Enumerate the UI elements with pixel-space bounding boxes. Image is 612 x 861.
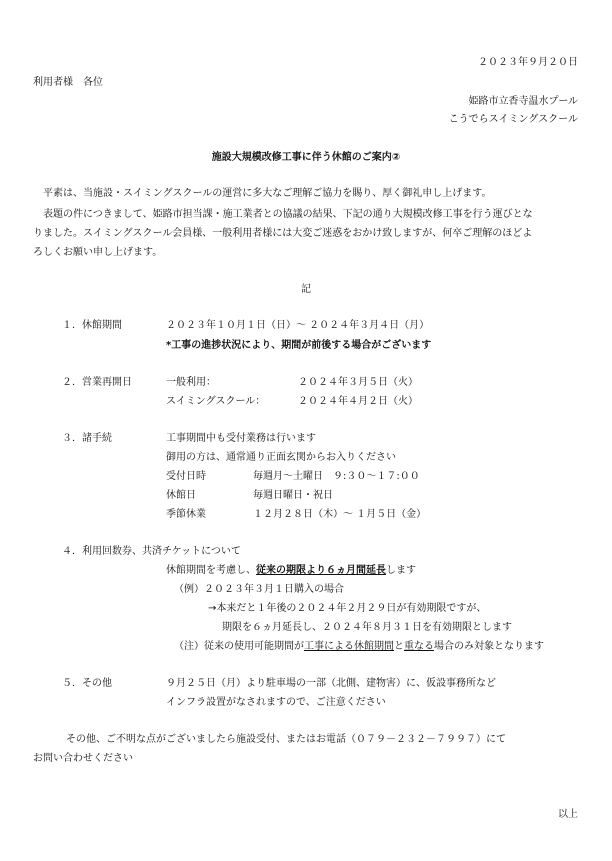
closure-note: *工事の進捗状況により、期間が前後する場合がございます bbox=[166, 340, 432, 351]
document-date: ２０２３年９月２０日 bbox=[478, 57, 578, 68]
tickets-example-line-3: 期限を６ヵ月延長し、２０２４年８月３１日を有効期限とします bbox=[222, 622, 512, 633]
procedures-line-2: 御用の方は、通常通り正面玄関からお入りください bbox=[166, 452, 396, 463]
ki-heading: 記 bbox=[301, 284, 311, 295]
tickets-label: ４．利用回数券、共済チケットについて bbox=[62, 546, 241, 557]
reopen-general-date: ２０２４年３月５日（火） bbox=[298, 377, 418, 388]
other-line-2: インフラ設置がなされますので、ご注意ください bbox=[166, 697, 386, 708]
tickets-note-post: 場合のみ対象となります bbox=[434, 641, 544, 652]
intro-line-4: ろしくお願い申し上げます。 bbox=[33, 247, 163, 258]
tickets-extension-line bbox=[166, 564, 416, 578]
tickets-note-pre: （注）従来の使用可能期間が bbox=[174, 641, 304, 652]
closure-period: ２０２３年１０月１日（日）～ ２０２４年３月４日（月） bbox=[166, 320, 430, 331]
seasonal-closure-value: １２月２８日（木）～ １月５日（金） bbox=[253, 509, 427, 520]
closing-end: 以上 bbox=[558, 809, 578, 820]
reopen-school-date: ２０２４年４月２日（火） bbox=[298, 396, 418, 407]
addressee: 利用者様 各位 bbox=[33, 77, 103, 88]
page-title: 施設大規模改修工事に伴う休館のご案内② bbox=[211, 152, 401, 163]
tickets-extension-emphasis: 従来の期限より６ヵ月間延長 bbox=[256, 565, 386, 576]
procedures-line-1: 工事期間中も受付業務は行います bbox=[166, 433, 316, 444]
closed-days-value: 毎週日曜日・祝日 bbox=[253, 490, 333, 501]
sender-organization: 姫路市立香寺温水プール bbox=[468, 96, 578, 107]
tickets-note-underline-2: 重なる bbox=[404, 641, 434, 652]
reopen-general-label: 一般利用： bbox=[166, 377, 216, 388]
seasonal-closure-label: 季節休業 bbox=[166, 509, 206, 520]
reopen-label: ２．営業再開日 bbox=[62, 377, 132, 388]
tickets-extension-pre: 休館期間を考慮し、 bbox=[166, 565, 256, 576]
sender-school: こうでらスイミングスクール bbox=[448, 114, 578, 125]
intro-line-3: りました。スイミングスクール会員様、一般利用者様には大変ご迷惑をおかけ致しますが、何卒ご理解のほどよ bbox=[33, 228, 533, 239]
intro-line-2: 表題の件につきまして、姫路市担当課・施工業者との協議の結果、下記の通り大規模改修工事を行う運びとな bbox=[33, 209, 533, 220]
reopen-school-label: スイミングスクール： bbox=[166, 396, 266, 407]
reception-hours-value: 毎週月～土曜日 ９:３０～１７:００ bbox=[253, 471, 420, 482]
reception-hours-label: 受付日時 bbox=[166, 471, 206, 482]
closure-label: １．休館期間 bbox=[62, 320, 122, 331]
closed-days-label: 休館日 bbox=[166, 490, 196, 501]
procedures-label: ３．諸手続 bbox=[62, 433, 112, 444]
closing-line-2: お問い合わせください bbox=[33, 753, 133, 764]
tickets-note-mid: と bbox=[394, 641, 404, 652]
closing-line-1: その他、ご不明な点がございましたら施設受付、またはお電話（０７９－２３２－７９９７）にて bbox=[66, 734, 506, 745]
other-label: ５．その他 bbox=[62, 678, 112, 689]
tickets-extension-post: します bbox=[386, 565, 416, 576]
tickets-example-line-2: →本来だと１年後の２０２４年２月２９日が有効期限ですが、 bbox=[208, 603, 487, 614]
tickets-example-line-1: （例）２０２３年３月１日購入の場合 bbox=[174, 584, 344, 595]
intro-line-1: 平素は、当施設・スイミングスクールの運営に多大なご理解ご協力を賜り、厚く御礼申し上げます。 bbox=[33, 188, 492, 199]
tickets-note-underline-1: 工事による休館期間 bbox=[304, 641, 394, 652]
tickets-note-line bbox=[174, 640, 544, 654]
other-line-1: ９月２５日（月）より駐車場の一部（北側、建物害）に、仮設事務所など bbox=[166, 678, 496, 689]
